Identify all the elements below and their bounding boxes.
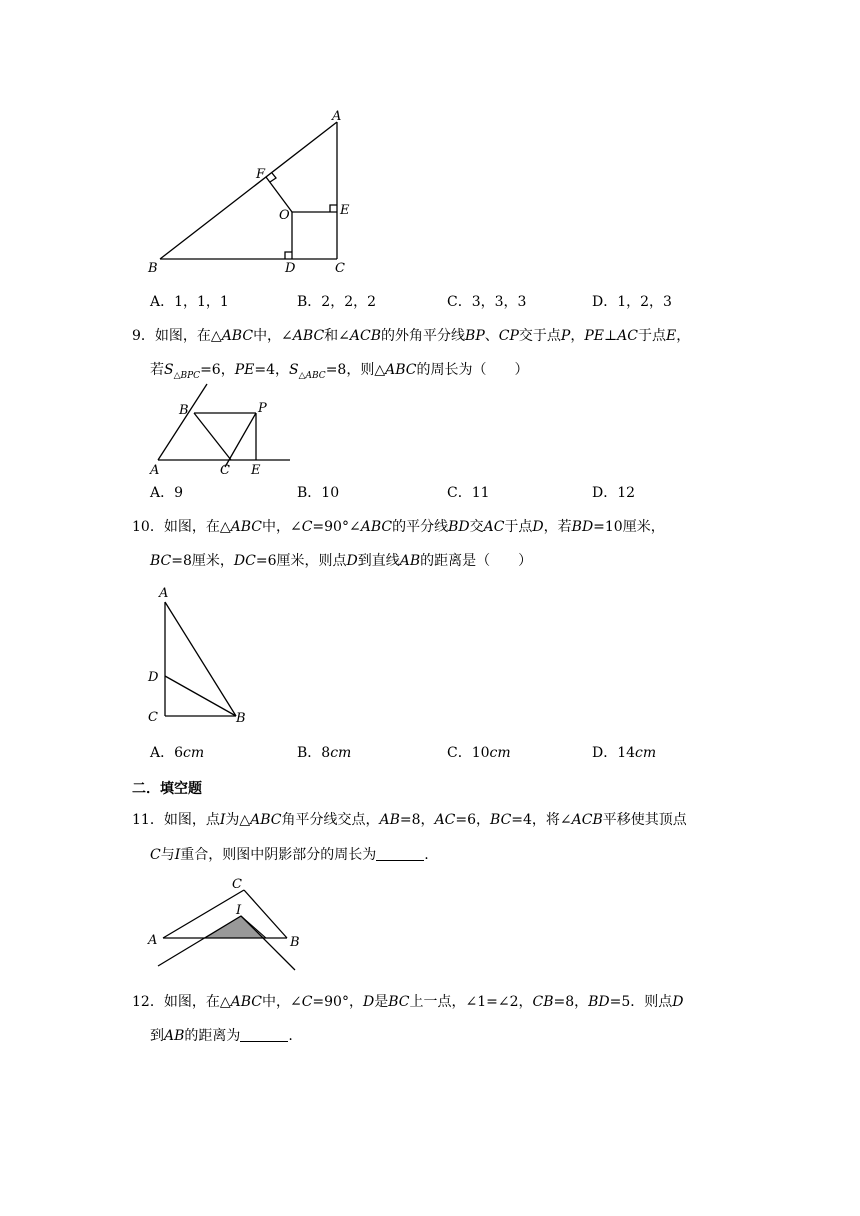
label-e: E bbox=[251, 463, 261, 478]
q11-line-2: C与I重合，则图中阴影部分的周长为 . bbox=[150, 847, 429, 863]
q8-option-d: D．1，2，3 bbox=[592, 294, 672, 310]
label-c: C bbox=[148, 710, 158, 725]
segment-bd bbox=[165, 676, 236, 716]
q11-line-1: 11．如图，点I为△ABC角平分线交点，AB=8，AC=6，BC=4，将∠ACB平移使其顶点 bbox=[132, 812, 687, 828]
label-a: A bbox=[332, 109, 342, 124]
figure-q11 bbox=[140, 870, 310, 975]
line-ab bbox=[160, 122, 337, 259]
figure-q9 bbox=[145, 380, 300, 480]
q9-line-2: 若$S_{\triangle BPC}=6$，PE=4，$S_{\triangle ABC}=8$，则△ABC的周长为（ ） bbox=[150, 362, 529, 381]
right-angle-f bbox=[270, 173, 276, 182]
q8-option-a: A．1，1，1 bbox=[150, 294, 229, 310]
right-angle-d bbox=[285, 252, 292, 259]
label-b: B bbox=[236, 711, 246, 726]
q9-line-1: 9．如图，在△ABC中，∠ABC和∠ACB的外角平分线BP、CP交于点P，PE⊥AC于点E， bbox=[132, 328, 691, 344]
q10-option-c: C．10cm bbox=[447, 745, 511, 761]
label-b: B bbox=[290, 935, 300, 950]
q12-line-2: 到AB的距离为 . bbox=[150, 1028, 293, 1044]
label-i: I bbox=[236, 903, 242, 918]
q10-option-b: B．8cm bbox=[297, 745, 352, 761]
label-c: C bbox=[335, 261, 345, 276]
q12-line-1: 12．如图，在△ABC中，∠C=90°，D是BC上一点，∠1=∠2，CB=8，BD=5．则点D bbox=[132, 994, 684, 1010]
q10-line-1: 10．如图，在△ABC中，∠C=90°∠ABC的平分线BD交AC于点D，若BD=10厘米， bbox=[132, 519, 665, 535]
segment-of bbox=[266, 177, 292, 212]
q10-option-a: A．6cm bbox=[150, 745, 205, 761]
figure-q8 bbox=[140, 105, 370, 280]
segment-cp bbox=[225, 413, 256, 467]
answer-blank bbox=[376, 846, 424, 861]
line-ab-extended bbox=[158, 384, 207, 460]
translated-side-2 bbox=[241, 916, 295, 970]
label-a: A bbox=[150, 463, 160, 478]
q9-option-a: A．9 bbox=[150, 485, 184, 501]
answer-blank bbox=[240, 1027, 288, 1042]
line-ab bbox=[165, 602, 236, 716]
label-d: D bbox=[285, 261, 296, 276]
label-o: O bbox=[279, 208, 290, 223]
q10-option-d: D．14cm bbox=[592, 745, 657, 761]
q8-option-b: B．2，2，2 bbox=[297, 294, 377, 310]
label-c: C bbox=[220, 463, 230, 478]
figure-q10 bbox=[140, 580, 260, 730]
segment-bc bbox=[194, 413, 231, 460]
q9-option-d: D．12 bbox=[592, 485, 636, 501]
label-c: C bbox=[232, 877, 242, 892]
label-a: A bbox=[159, 586, 169, 601]
section-title-fill-in: 二．填空题 bbox=[132, 781, 202, 797]
label-e: E bbox=[340, 203, 350, 218]
q8-option-c: C．3，3，3 bbox=[447, 294, 527, 310]
q9-option-b: B．10 bbox=[297, 485, 340, 501]
label-a: A bbox=[148, 933, 158, 948]
label-b: B bbox=[179, 403, 189, 418]
label-p: P bbox=[258, 401, 267, 416]
translated-side-1 bbox=[158, 916, 241, 966]
label-f: F bbox=[256, 167, 266, 182]
q10-line-2: BC=8厘米，DC=6厘米，则点D到直线AB的距离是（ ） bbox=[150, 553, 533, 569]
label-b: B bbox=[148, 261, 158, 276]
label-d: D bbox=[148, 670, 159, 685]
q9-option-c: C．11 bbox=[447, 485, 490, 501]
right-angle-e bbox=[330, 205, 337, 212]
